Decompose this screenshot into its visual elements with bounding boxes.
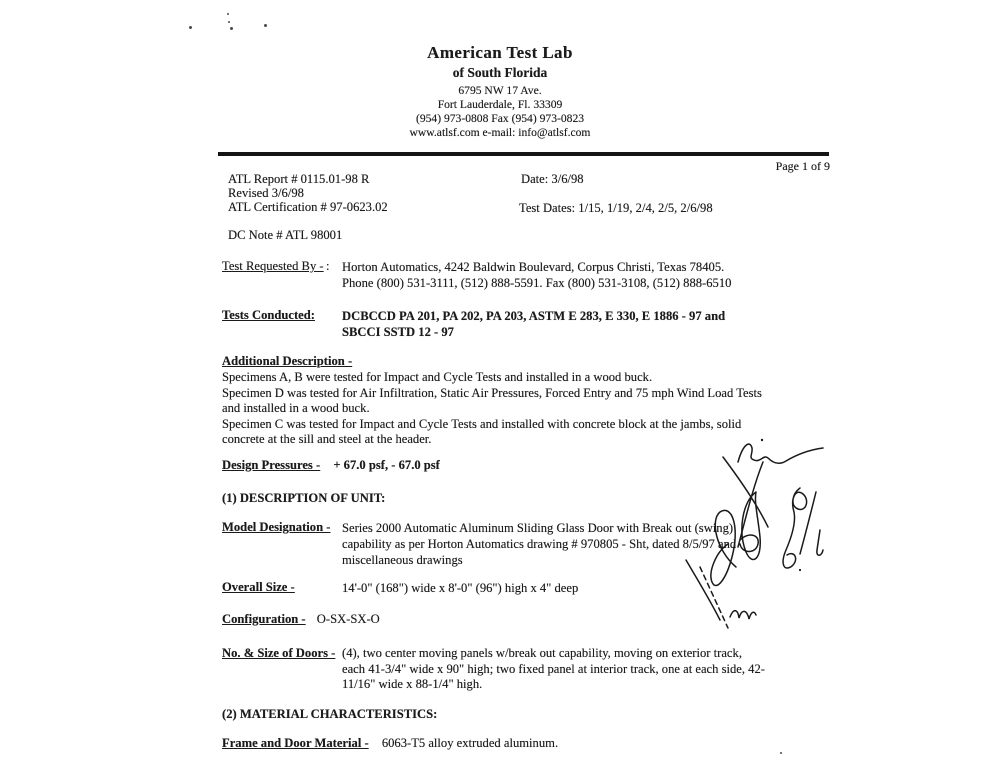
additional-description-content	[222, 370, 762, 448]
scan-speck	[228, 21, 230, 23]
org-phones: (954) 973-0808 Fax (954) 973-0823	[415, 111, 585, 125]
additional-description-line: concrete at the sill and steel at the header.	[222, 432, 432, 447]
tests-conducted-line1: DCBCCD PA 201, PA 202, PA 203, ASTM E 283, E 330, E 1886 - 97 and	[342, 309, 726, 323]
doors-line: 11/16" wide x 88-1/4" high.	[342, 677, 483, 692]
test-dates: Test Dates: 1/15, 1/19, 2/4, 2/5, 2/6/98	[519, 201, 713, 215]
design-pressures-label: Design Pressures -	[222, 458, 321, 472]
additional-description-label: Additional Description -	[222, 354, 353, 368]
frame-material-value: 6063-T5 alloy extruded aluminum.	[381, 736, 559, 750]
additional-description-line: Specimens A, B were tested for Impact and Cycle Tests and installed in a wood buck.	[222, 370, 653, 384]
doors-row	[222, 646, 765, 693]
doors-line: (4), two center moving panels w/break out capability, moving on exterior track,	[342, 646, 742, 660]
org-web-email: www.atlsf.com e-mail: info@atlsf.com	[409, 126, 591, 140]
requester-phone-fax: Phone (800) 531-3111, (512) 888-5591. Fax (800) 531-3108, (512) 888-6510	[342, 276, 732, 290]
additional-description-line: Specimen D was tested for Air Infiltration, Static Air Pressures, Forced Entry and 75 mph Wind Load Tests	[222, 385, 762, 400]
scan-speck	[230, 27, 233, 30]
test-requested-by-row	[222, 259, 731, 291]
org-city: Fort Lauderdale, Fl. 33309	[437, 97, 563, 111]
section2-heading: (2) MATERIAL CHARACTERISTICS:	[222, 707, 438, 721]
additional-description-line: and installed in a wood buck.	[222, 401, 370, 416]
model-designation-content	[342, 520, 736, 568]
doors-label: No. & Size of Doors -	[222, 646, 336, 660]
overall-size-label: Overall Size -	[222, 580, 295, 594]
test-requested-by-colon: :	[326, 259, 330, 273]
dc-note: DC Note # ATL 98001	[228, 228, 343, 242]
design-pressures-row	[222, 458, 440, 473]
additional-description-line: Specimen C was tested for Impact and Cycle Tests and installed with concrete block at the jambs, solid	[222, 416, 742, 431]
tests-conducted-label: Tests Conducted:	[222, 308, 315, 322]
page-number: Page 1 of 9	[775, 159, 830, 173]
report-number: ATL Report # 0115.01-98 R	[228, 172, 370, 186]
tests-conducted-line2: SBCCI SSTD 12 - 97	[342, 325, 454, 339]
frame-material-label: Frame and Door Material -	[222, 736, 369, 750]
certification-number: ATL Certification # 97-0623.02	[228, 200, 388, 214]
revised-date: Revised 3/6/98	[228, 186, 304, 200]
doors-content	[342, 646, 765, 693]
model-designation-line: Series 2000 Automatic Aluminum Sliding Glass Door with Break out (swing)	[342, 521, 734, 535]
section1-heading: (1) DESCRIPTION OF UNIT:	[222, 491, 386, 505]
model-designation-row	[222, 520, 736, 568]
org-subname: of South Florida	[452, 65, 548, 80]
scan-speck	[780, 752, 782, 754]
header-divider-rule	[218, 152, 829, 156]
model-designation-label: Model Designation -	[222, 520, 331, 534]
configuration-value: O-SX-SX-O	[316, 612, 380, 626]
model-designation-line: miscellaneous drawings	[342, 553, 463, 567]
frame-material-row	[222, 736, 558, 751]
design-pressures-value: + 67.0 psf, - 67.0 psf	[333, 458, 440, 472]
org-address: 6795 NW 17 Ave.	[458, 83, 542, 97]
tests-conducted-content	[342, 308, 725, 340]
org-name: American Test Lab	[427, 43, 573, 62]
scan-speck	[189, 26, 192, 29]
scan-speck	[227, 13, 229, 15]
test-requested-by-content	[342, 259, 731, 291]
letterhead	[0, 44, 1000, 141]
overall-size-row	[222, 580, 578, 596]
requester-address: Horton Automatics, 4242 Baldwin Boulevard, Corpus Christi, Texas 78405.	[342, 260, 725, 274]
configuration-label: Configuration -	[222, 612, 306, 626]
test-requested-by-label: Test Requested By -	[222, 259, 324, 273]
report-date: Date: 3/6/98	[521, 172, 584, 186]
doors-line: each 41-3/4" wide x 90" high; two fixed panel at interior track, one at each side, 42-	[342, 661, 765, 676]
configuration-row	[222, 612, 380, 627]
tests-conducted-row	[222, 308, 725, 340]
model-designation-line: capability as per Horton Automatics drawing # 970805 - Sht, dated 8/5/97 and	[342, 537, 737, 551]
scan-speck	[264, 24, 267, 27]
overall-size-value: 14'-0" (168") wide x 8'-0" (96") high x 4" deep	[342, 581, 579, 595]
